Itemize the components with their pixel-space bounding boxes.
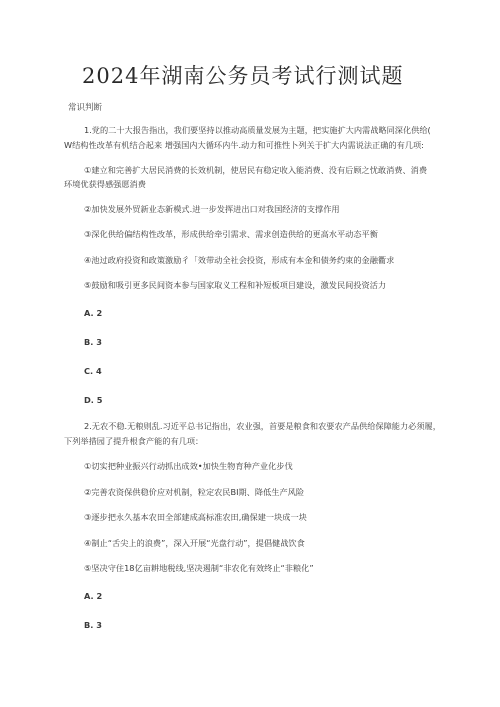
question-2-stem-line-1: 2.无农不稳.无粮则乱.习近平总书记指出，农业强，首要是粮食和农要农产品供给保障能力必须履， bbox=[84, 421, 441, 431]
question-2-statement-4: ④制止“舌尖上的浪费”，深入开展“光盘行动”，提倡健战饮食 bbox=[84, 538, 305, 548]
question-1-statement-2: ②加快发展外贸新业态新模式.进一步发挥进出口对我国经济的支撑作用 bbox=[84, 204, 340, 214]
question-1-option-c[interactable]: C. 4 bbox=[84, 366, 102, 376]
question-2-statement-3: ③逐步把永久基本农田全部建成高标准农田,确保建一块成一块 bbox=[84, 512, 307, 522]
question-1-option-d[interactable]: D. 5 bbox=[84, 395, 103, 405]
question-1-statement-3: ③深化供给偏结构性改革，形成供给牵引需求、需求创造供给的更高水平动态平衡 bbox=[84, 229, 378, 239]
question-2-statement-1: ①切实把种业振兴行动抓出成效•加快生物育种产业化步伐 bbox=[84, 461, 293, 471]
question-1-statement-5: ⑤鼓励和吸引更多民间资本参与国家取义工程和补短板项目建设，激发民间投资活力 bbox=[84, 280, 387, 290]
question-2-option-a[interactable]: A. 2 bbox=[84, 591, 103, 601]
question-1-statement-1: ①建立和完善扩大居民消费的长效机制，使居民有稳定收入能消费、没有后顾之忧敢消费、消费 bbox=[84, 165, 428, 175]
question-2-option-b[interactable]: B. 3 bbox=[84, 620, 102, 630]
question-1-stem-line-1: 1.党的二十大报告指出，我们要坚持以推动高质量发展为主题，把实施扩大内需战略同深化供给( bbox=[84, 125, 431, 135]
question-2-stem-line-2: 下列举措园了提升根食产能的有几项： bbox=[64, 436, 204, 446]
question-1-option-a[interactable]: A. 2 bbox=[84, 308, 103, 318]
question-1-stem-line-2: W结构性改革有机结合起来 增强国内大循环内牛.动力和可推性卜列关于扩大内需说法正确的有几项: bbox=[64, 140, 424, 150]
section-heading: 常识判断 bbox=[68, 103, 103, 113]
document-title: 2024年湖南公务员考试行测试题 bbox=[82, 64, 404, 88]
question-2-statement-5: ⑤坚决守住18亿亩耕地税线,坚决遏制“非农化有效终止“非粮化” bbox=[84, 563, 314, 573]
question-2-statement-2: ②完善农资保供稳价应对机制，粒定农民BI期、降低生产风险 bbox=[84, 487, 305, 497]
question-1-statement-1-cont: 环境优获得感强愿消费 bbox=[64, 179, 146, 189]
question-1-option-b[interactable]: B. 3 bbox=[84, 337, 102, 347]
question-1-statement-4: ④池过政府投资和政策激励彳「效带动全社会投资，形成有本金和债务约束的金融衢求 bbox=[84, 255, 395, 265]
